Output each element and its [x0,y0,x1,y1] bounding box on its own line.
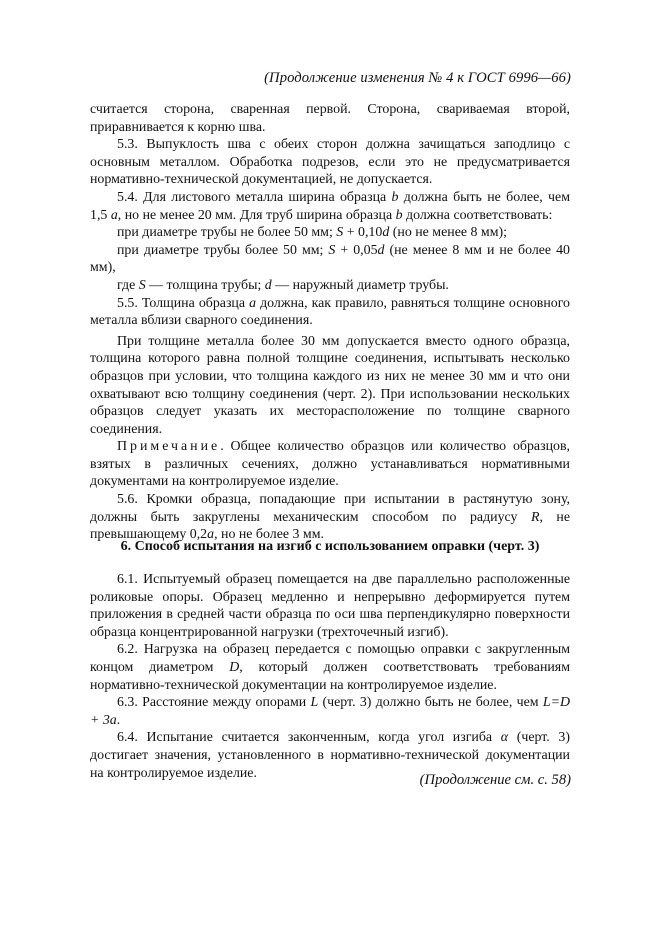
page-footer: (Продолжение см. с. 58) [419,772,571,788]
note-label: Примечание [117,439,221,455]
section-5-body [90,101,570,544]
paragraph-5-3: 5.3. Выпуклость шва с обеих сторон должна зачищаться заподлицо с основным металлом. Обработка подрезов, если это не предусматривается нормативно-технической документацией, не допускается. [90,137,570,188]
section-6-heading: 6. Способ испытания на изгиб с использованием оправки (черт. 3) [120,539,540,554]
pipe-condition-1: при диаметре трубы не более 50 мм; S + 0,10d (но не менее 8 мм); [117,225,507,241]
paragraph-5-4: 5.4. Для листового металла ширина образца b должна быть не более, чем 1,5 a, но не менее 20 мм. Для труб ширина образца b должна соответствовать: [90,189,570,223]
pipe-condition-2: при диаметре трубы более 50 мм; S + 0,05d (не менее 8 мм и не более 40 мм), [90,242,570,276]
paragraph-5-5: 5.5. Толщина образца a должна, как правило, равняться толщине основного металла вблизи сварного соединения. [90,295,571,329]
paragraph-thickness: При толщине металла более 30 мм допускается вместо одного образца, толщина которого равна полной толщине соединения, испытывать несколько образцов при условии, что толщина каждого из них не менее 30 мм и что они охватывают всю толщину соединения (черт. 2). При использовании нескольких образцов следует указать их месторасположение по толщине сварного соединения. [90,333,570,437]
paragraph-6-4: 6.4. Испытание считается законченным, когда угол изгиба α (черт. 3) достигает значения, установленного в нормативно-технической документации на контролируемое изделие. [90,730,570,781]
page-header: (Продолжение изменения № 4 к ГОСТ 6996—66) [264,70,571,86]
paragraph-6-3: 6.3. Расстояние между опорами L (черт. 3) должно быть не более, чем L=D + 3a. [90,695,570,728]
paragraph-6-1: 6.1. Испытуемый образец помещается на две параллельно расположенные роликовые опоры. Образец медленно и непрерывно деформируется путем приложения в средней части образца по оси шва перпендикулярно поверхности образца концентрированной нагрузки (трехточечный изгиб). [90,572,570,640]
paragraph-5-6: 5.6. Кромки образца, попадающие при испытании в растянутую зону, должны быть закруглены механическим способом по радиусу R, не превышающему 0,2a, но не более 3 мм. [90,492,570,543]
paragraph-6-2: 6.2. Нагрузка на образец передается с помощью оправки с закругленным концом диаметром D, который должен соответствовать требованиям нормативно-технической документации на контролируемое изделие. [90,642,570,693]
formula: L=D + 3a [90,695,570,728]
note: Примечание. Общее количество образцов или количество образцов, взятых в различных сечениях, должно устанавливаться нормативными документами на контролируемое изделие. [90,439,570,490]
section-6-body [90,571,570,782]
variable-definitions: где S — толщина трубы; d — наружный диаметр трубы. [117,277,449,293]
paragraph-continued: считается сторона, сваренная первой. Сторона, свариваемая второй, приравнивается к корню шва. [90,102,570,135]
